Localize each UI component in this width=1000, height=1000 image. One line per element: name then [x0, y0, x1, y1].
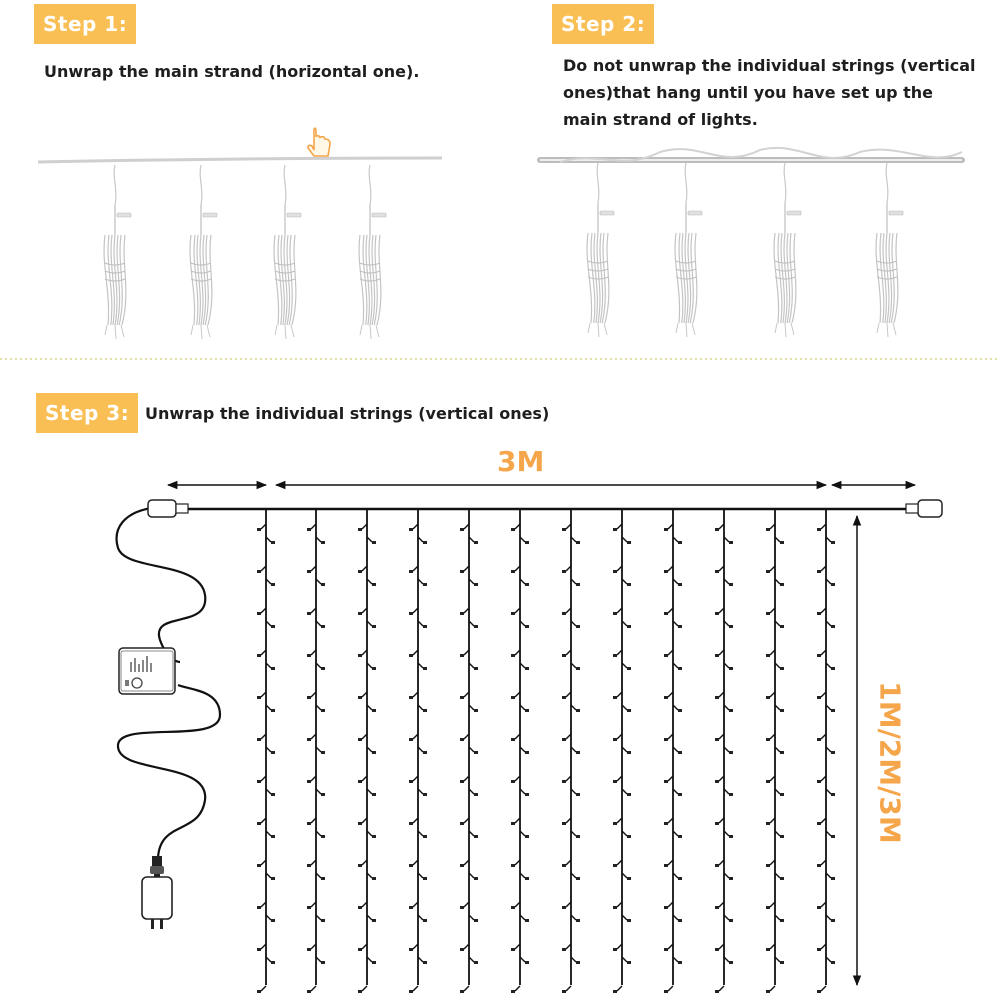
light-string — [664, 509, 682, 993]
led-bulb — [668, 986, 673, 991]
step2-bundles — [587, 163, 903, 337]
step1-bundle — [359, 165, 386, 339]
step2-bundle — [774, 163, 801, 337]
step1-bundle — [274, 165, 301, 339]
led-bulb — [770, 986, 775, 991]
light-string — [257, 509, 275, 993]
light-string — [562, 509, 580, 993]
light-string — [613, 509, 631, 993]
light-string — [766, 509, 784, 993]
step2-text: Do not unwrap the individual strings (vertical ones)that hang until you have set up the main strand of lights. — [563, 56, 976, 129]
led-bulb — [515, 986, 520, 991]
step2-bundle — [587, 163, 614, 337]
led-bulb — [464, 986, 469, 991]
led-bulb — [362, 986, 367, 991]
light-string — [409, 509, 427, 993]
step1-bundle — [104, 165, 131, 339]
step2-bundle — [675, 163, 702, 337]
led-bulb — [821, 986, 826, 991]
led-bulb — [311, 986, 316, 991]
light-string — [307, 509, 325, 993]
vertical-strings — [257, 509, 835, 993]
step1-text: Unwrap the main strand (horizontal one). — [44, 62, 420, 81]
step3-text: Unwrap the individual strings (vertical ones) — [145, 404, 550, 423]
step1-bundles — [104, 165, 386, 339]
light-string — [358, 509, 376, 993]
step1-main-strand — [38, 158, 442, 162]
led-bulb — [719, 986, 724, 991]
step1-bundle — [190, 165, 217, 339]
step3-badge: Step 3: — [36, 393, 138, 433]
height-dimension-label: 1M/2M/3M — [873, 681, 907, 844]
light-string — [511, 509, 529, 993]
controller-box-icon — [119, 648, 175, 694]
step2-main-strand — [540, 148, 962, 162]
step1-badge: Step 1: — [34, 4, 136, 44]
step2-bundle — [876, 163, 903, 337]
light-string — [817, 509, 835, 993]
led-bulb — [566, 986, 571, 991]
led-bulb — [261, 986, 266, 991]
pointing-hand-icon — [308, 128, 330, 156]
width-dimension-label: 3M — [497, 445, 545, 478]
light-string — [715, 509, 733, 993]
step2-badge: Step 2: — [552, 4, 654, 44]
light-string — [460, 509, 478, 993]
led-bulb — [413, 986, 418, 991]
led-bulb — [617, 986, 622, 991]
power-plug-icon — [142, 856, 172, 929]
